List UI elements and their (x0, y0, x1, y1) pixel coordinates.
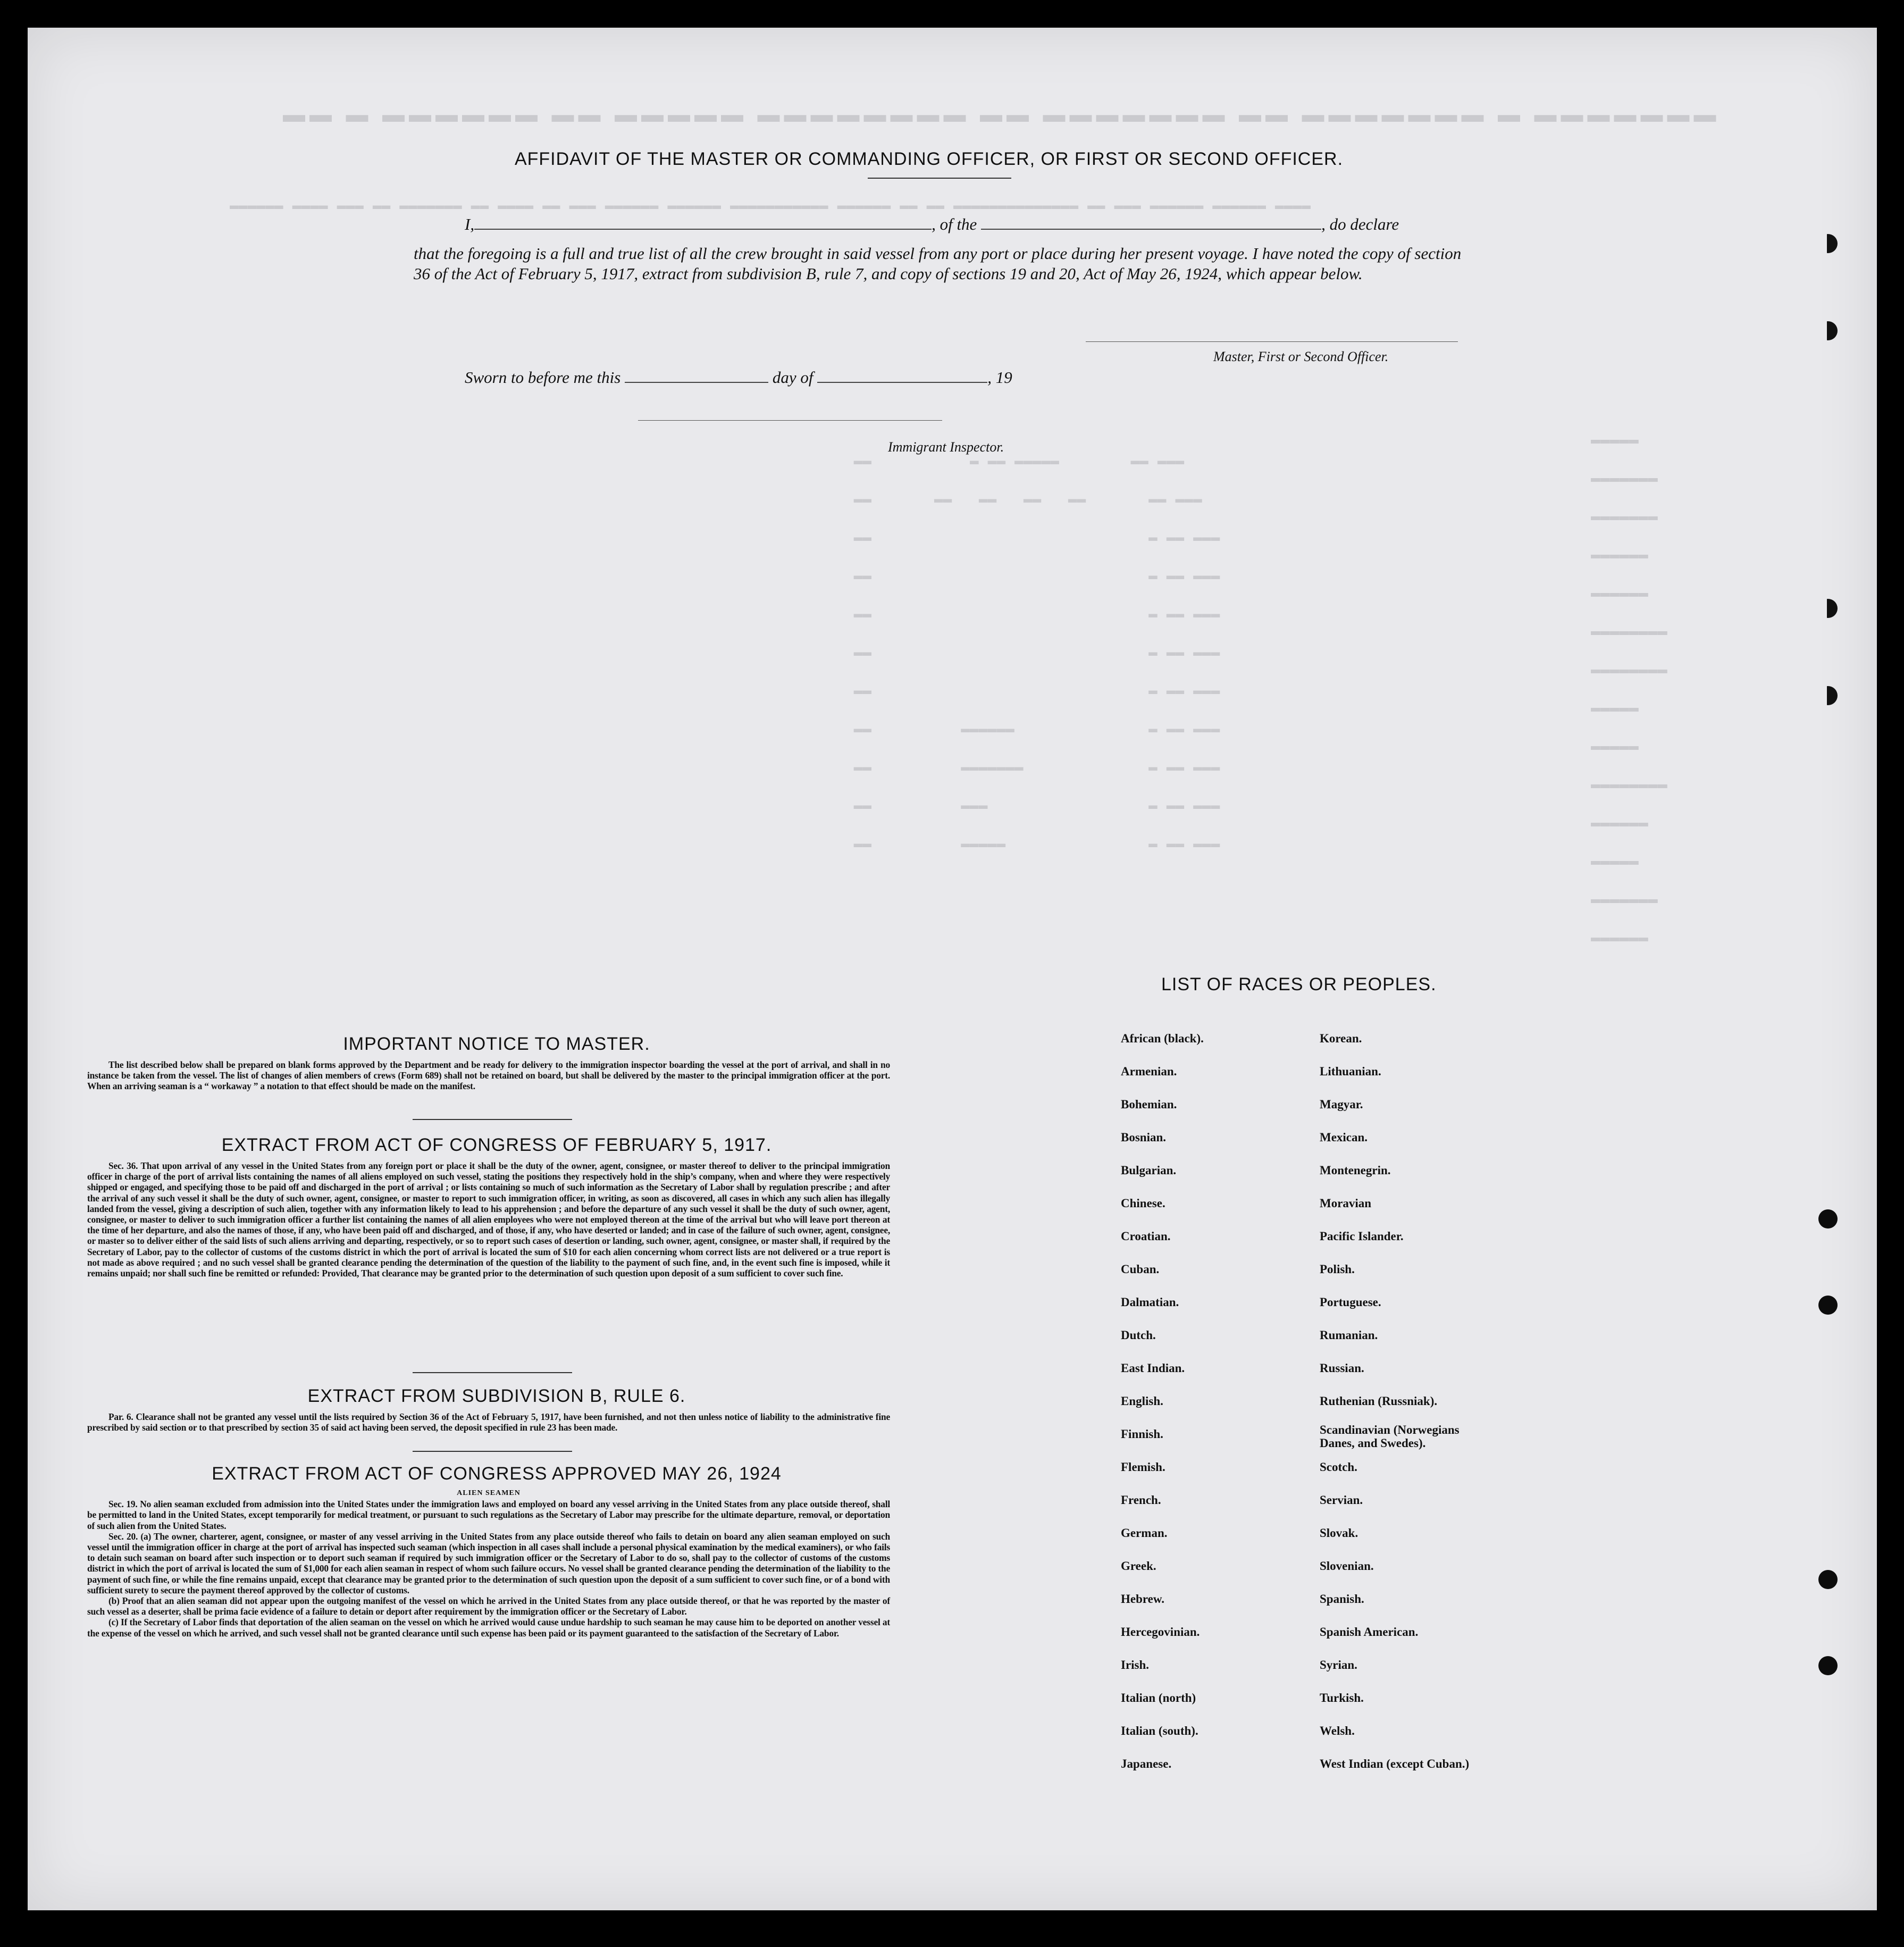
extract-1917-divider (413, 1372, 572, 1373)
extract-1924-sec19: Sec. 19. No alien seaman excluded from admission into the United States under the immigration laws and employed on board any vessel arriving in the United States from any place outside thereof, shall be permitted to land in the United States, except temporarily for medical treatment, or pursuant to such regulations as the Secretary of Labor may prescribe for the ultimate departure, removal, or deportation of such alien from the United States. (87, 1499, 890, 1531)
binder-hole (1818, 599, 1838, 618)
race-item: Syrian. (1320, 1658, 1357, 1672)
race-item: Hercegovinian. (1121, 1625, 1200, 1639)
race-item: Slovak. (1320, 1526, 1358, 1540)
notice-divider (413, 1119, 572, 1120)
notice-paragraph: The list described below shall be prepared on blank forms approved by the Department and be ready for delivery to the immigration inspector boarding the vessel at the port of arrival, and shall in no instance be taken from the vessel. The list of changes of alien members of crews (Form 689) shall not be retained on board, but shall be delivered by the master to the principal immigration officer at the port. When an arriving seaman is a “ workaway ” a notation to that effect should be made on the manifest. (87, 1059, 890, 1092)
race-item: Italian (north) (1121, 1691, 1196, 1704)
race-item: Hebrew. (1121, 1592, 1164, 1606)
race-item: Ruthenian (Russniak). (1320, 1394, 1438, 1408)
bleed-through-texture: ▬▬▬▬▬▬ ▬▬▬▬ ▬▬▬ ▬▬ ▬▬▬▬▬▬▬ ▬▬ ▬▬▬▬ ▬▬ ▬▬▬ ▬▬▬▬▬▬ ▬▬▬▬▬▬ ▬▬▬▬▬▬▬▬▬▬▬ ▬▬▬▬▬▬ ▬▬ ▬▬ ▬▬▬▬▬▬▬▬▬▬▬▬▬▬ ▬▬ ▬▬▬ ▬▬▬▬▬▬ ▬▬▬▬▬▬ ▬▬▬▬ (230, 198, 1311, 214)
affidavit-do-declare-label: , do declare (1321, 215, 1399, 233)
race-item: Croatian. (1121, 1230, 1171, 1243)
race-item: Irish. (1121, 1658, 1150, 1672)
sworn-month-field[interactable] (817, 368, 987, 383)
sworn-year-label: , 19 (987, 368, 1012, 387)
race-item: French. (1121, 1493, 1161, 1507)
vessel-name-field[interactable] (981, 215, 1321, 230)
race-item: Bosnian. (1121, 1131, 1167, 1144)
race-item: Moravian (1320, 1197, 1372, 1210)
bleed-through-texture: ▬▬▬▬▬ ▬▬▬▬▬▬▬ ▬▬▬▬▬▬▬ ▬▬▬▬▬▬ ▬▬▬▬▬▬ ▬▬▬▬▬▬▬▬ ▬▬▬▬▬▬▬▬ ▬▬▬▬▬ ▬▬▬▬▬ ▬▬▬▬▬▬▬▬ ▬▬▬▬▬▬ ▬▬▬▬▬ ▬▬▬▬▬▬▬ ▬▬▬▬▬▬ (1591, 431, 1668, 947)
extract-1924-sec20c: (c) If the Secretary of Labor finds that deportation of the alien seaman on the vessel on which he arrived would cause undue hardship to such seaman he may cause him to be deported on another vessel at the expense of the vessel on which he arrived, and such vessel shall not be granted clearance until such expense has been paid or its payment guaranteed to the satisfaction of the Secretary of Labor. (87, 1617, 890, 1639)
rule6-text (87, 1411, 890, 1433)
race-item: Japanese. (1121, 1757, 1172, 1770)
race-item: Spanish American. (1320, 1625, 1419, 1639)
race-item: Slovenian. (1320, 1559, 1374, 1573)
extract-1924-sec20b: (b) Proof that an alien seaman did not appear upon the outgoing manifest of the vessel on which he arrived in the United States from any place outside thereof, or that he was reported by the master of such vessel as a deserter, shall be prima facie evidence of a failure to detain or deport after requirement by the immigration officer or the Secretary of Labor. (87, 1595, 890, 1617)
inspector-signature-line[interactable] (638, 420, 942, 421)
extract-1917-text (87, 1160, 890, 1278)
race-item: Italian (south). (1121, 1724, 1198, 1737)
race-item: Greek. (1121, 1559, 1156, 1573)
race-item: Scandinavian (Norwegians Danes, and Swedes). (1320, 1423, 1460, 1450)
extract-1924-sec20a: Sec. 20. (a) The owner, charterer, agent, consignee, or master of any vessel arriving in the United States from any place outside thereof who fails to detain on board any alien seaman employed on such vessel until the immigration officer in charge at the port of arrival has inspected such seaman (which inspection in all cases shall include a personal physical examination by the medical examiners), or who fails to detain such seaman on board after such inspection or to deport such seaman if required by such immigration officer or the Secretary of Labor to do so, shall pay to the collector of customs of the customs district in which the port of arrival is located the sum of $1,000 for each alien seaman in respect of whom such failure occurs. No vessel shall be granted clearance pending the determination of the liability to the payment of such fine, or while the fine remains unpaid, except that clearance may be granted prior to the determination of such question upon the deposit of a sum sufficient to cover such fine, or of a bond with sufficient surety to secure the payment thereof approved by the collector of customs. (87, 1531, 890, 1595)
sworn-day-field[interactable] (625, 368, 768, 383)
race-item: Polish. (1320, 1263, 1355, 1276)
rule6-divider (413, 1451, 572, 1452)
race-item: Portuguese. (1320, 1296, 1381, 1309)
extract-1924-title: EXTRACT FROM ACT OF CONGRESS APPROVED MAY 26, 1924 (212, 1464, 782, 1484)
race-item: Cuban. (1121, 1263, 1160, 1276)
race-item: Bohemian. (1121, 1098, 1177, 1111)
race-item: Scotch. (1320, 1460, 1357, 1474)
race-item: Russian. (1320, 1361, 1364, 1375)
extract-1924-text (87, 1488, 890, 1639)
race-item: Montenegrin. (1320, 1164, 1391, 1177)
binder-hole (1818, 686, 1838, 705)
extract-1924-subtitle: ALIEN SEAMEN (457, 1489, 521, 1497)
sworn-line (465, 368, 1012, 387)
race-item: East Indian. (1121, 1361, 1185, 1375)
master-name-field[interactable] (474, 215, 932, 230)
race-item: African (black). (1121, 1032, 1204, 1045)
notice-text (87, 1059, 890, 1092)
race-item: Finnish. (1121, 1427, 1163, 1441)
binder-hole (1818, 1570, 1838, 1589)
race-item: Dutch. (1121, 1328, 1156, 1342)
affidavit-body: that the foregoing is a full and true list of all the crew brought in said vessel from any port or place during her present voyage. I have noted the copy of section 36 of the Act of February 5, 1917, extract from subdivision B, rule 7, and copy of sections 19 and 20, Act of May 26, 1924, which appear below. (414, 244, 1462, 283)
bleed-through-texture: ▬▬ ▬ ▬▬▬▬▬▬ ▬▬ ▬▬▬▬▬ ▬▬▬▬▬▬▬▬ ▬▬ ▬▬▬▬▬▬▬ ▬▬ ▬▬▬▬▬▬▬ ▬ ▬▬▬▬▬▬▬ (283, 103, 1721, 127)
rule6-paragraph: Par. 6. Clearance shall not be granted any vessel until the lists required by Section 36 of the Act of February 5, 1917, have been furnished, and not then unless notice of liability to the administrative fine prescribed by said section or to that prescribed by section 35 of said act having been served, the deposit specified in rule 23 has been made. (87, 1411, 890, 1433)
race-item: Welsh. (1320, 1724, 1355, 1737)
race-item: Turkish. (1320, 1691, 1364, 1704)
race-item: Rumanian. (1320, 1328, 1378, 1342)
form-page (28, 28, 1877, 1910)
race-item: English. (1121, 1394, 1163, 1408)
race-item: Mexican. (1320, 1131, 1368, 1144)
race-item: Armenian. (1121, 1065, 1177, 1078)
races-title: LIST OF RACES OR PEOPLES. (1161, 974, 1437, 995)
race-item: Magyar. (1320, 1098, 1363, 1111)
race-item: Dalmatian. (1121, 1296, 1179, 1309)
binder-hole (1818, 321, 1838, 340)
binder-hole (1818, 234, 1838, 253)
inspector-signature-label: Immigrant Inspector. (888, 439, 1004, 455)
race-item: Flemish. (1121, 1460, 1165, 1474)
race-item: Chinese. (1121, 1197, 1165, 1210)
race-item: Korean. (1320, 1032, 1362, 1045)
binder-hole (1818, 1209, 1838, 1229)
bleed-through-texture: ▬▬ ▬ ▬▬ ▬▬▬▬▬ ▬▬ ▬▬▬ ▬▬ ▬▬ ▬▬ ▬▬ ▬▬ ▬▬ ▬▬▬ ▬▬ ▬ ▬▬ ▬▬▬ ▬▬ ▬ ▬▬ ▬▬▬ ▬▬ ▬ ▬▬ ▬▬▬ ▬▬ ▬ ▬▬ ▬▬▬ ▬▬ ▬ ▬▬ ▬▬▬ ▬▬ ▬▬▬▬▬▬ ▬ ▬▬ ▬▬▬ ▬▬ ▬▬▬▬▬▬▬ ▬ ▬▬ ▬▬▬ ▬▬ ▬▬▬ ▬ ▬▬ ▬▬▬ ▬▬ ▬▬▬▬▬ ▬ ▬▬ ▬▬▬ (853, 453, 1220, 853)
race-item: West Indian (except Cuban.) (1320, 1757, 1470, 1770)
extract-1917-title: EXTRACT FROM ACT OF CONGRESS OF FEBRUARY 5, 1917. (221, 1135, 772, 1155)
notice-title: IMPORTANT NOTICE TO MASTER. (343, 1034, 650, 1054)
sworn-day-of-label: day of (772, 368, 813, 387)
race-item: Spanish. (1320, 1592, 1364, 1606)
affidavit-title: AFFIDAVIT OF THE MASTER OR COMMANDING OFFICER, OR FIRST OR SECOND OFFICER. (514, 149, 1344, 169)
affidavit-declaration-line (465, 215, 1399, 234)
binder-hole (1818, 1656, 1838, 1675)
master-signature-line[interactable] (1086, 341, 1458, 342)
rule6-title: EXTRACT FROM SUBDIVISION B, RULE 6. (307, 1386, 686, 1406)
affidavit-of-the-label: , of the (932, 215, 977, 233)
race-item: Lithuanian. (1320, 1065, 1381, 1078)
race-item: Pacific Islander. (1320, 1230, 1404, 1243)
affidavit-i-label: I, (465, 215, 475, 233)
sworn-prefix-label: Sworn to before me this (465, 368, 621, 387)
extract-1917-paragraph: Sec. 36. That upon arrival of any vessel in the United States from any foreign port or place it shall be the duty of the owner, agent, consignee, or master thereof to deliver to the principal immigration officer in charge of the port of arrival lists containing the names of all aliens employed on such vessel, stating the positions they respectively hold in the ship’s company, when and where they were respectively shipped or engaged, and specifying those to be paid off and discharged in the port of arrival ; or lists containing so much of such information as the Secretary of Labor shall by regulation prescribe ; and after the arrival of any such vessel it shall be the duty of such owner, agent, consignee, or master to report to such immigration officer, in writing, as soon as discovered, all cases in which any such alien has illegally landed from the vessel, giving a description of such alien, together with any information likely to lead to his apprehension ; and before the departure of any such vessel it shall be the duty of such owner, agent, consignee, or master to deliver to such immigration officer a further list containing the names of all alien employees who were not employed thereon at the time of the arrival but who will leave port thereon at the time of her departure, and also the names of those, if any, who have been paid off and discharged, and of those, if any, who have deserted or landed; and in case of the failure of such owner, agent, consignee, or master so to deliver either of the said lists of such aliens arriving and departing, respectively, or so to report such cases of desertion or landing, such owner, agent, consignee, or master shall, if required by the Secretary of Labor, pay to the collector of customs of the customs district in which the port of arrival is located the sum of $10 for each alien concerning whom correct lists are not delivered or a true report is not made as above required ; and no such vessel shall be granted clearance pending the determination of the question of the liability to the payment of such fine, and, in the event such fine is imposed, while it remains unpaid; nor shall such fine be remitted or refunded: Provided, That clearance may be granted prior to the determination of such question upon deposit of a sum sufficient to cover such fine. (87, 1160, 890, 1279)
race-item: Bulgarian. (1121, 1164, 1177, 1177)
race-item: Servian. (1320, 1493, 1363, 1507)
binder-hole (1818, 1296, 1838, 1315)
affidavit-title-rule (868, 178, 1011, 179)
master-signature-label: Master, First or Second Officer. (1213, 349, 1389, 364)
race-item: German. (1121, 1526, 1168, 1540)
